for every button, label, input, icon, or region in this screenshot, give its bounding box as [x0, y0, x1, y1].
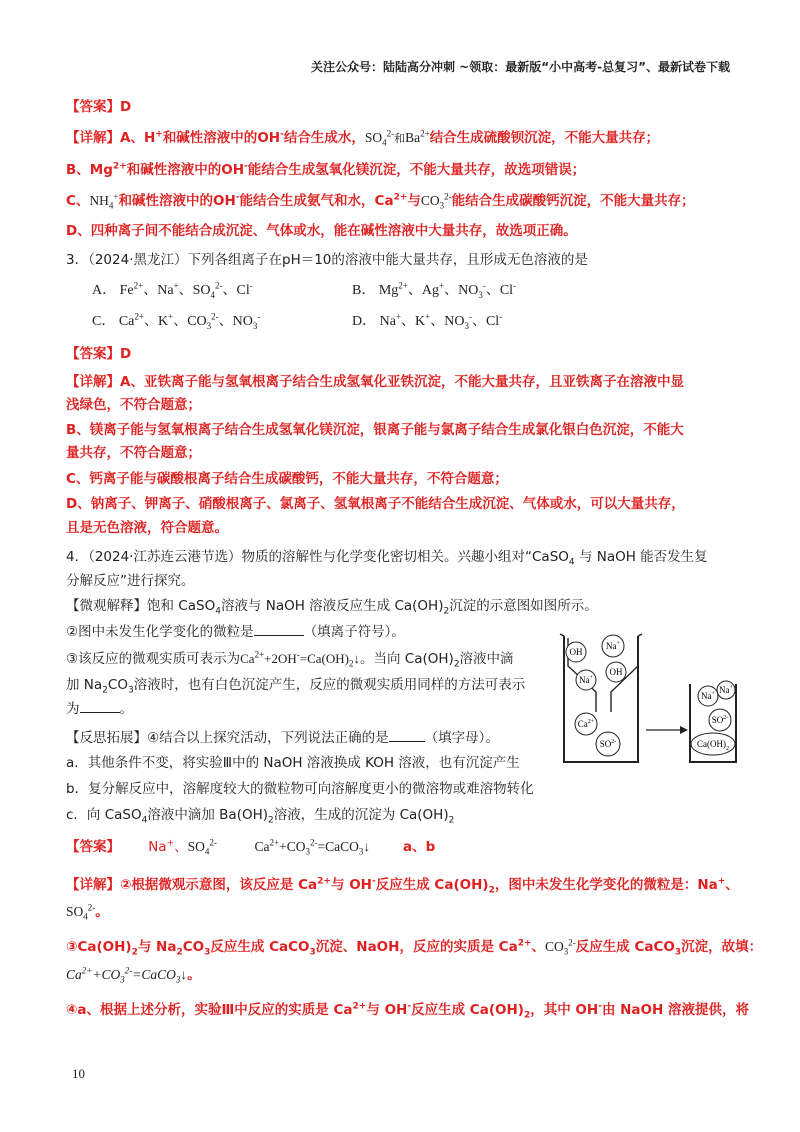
svg-text:SO2-: $SO^{2-}$ [599, 739, 617, 749]
page-number: 10 [72, 1066, 85, 1081]
q3-detail-a1: 【详解】A、亚铁离子能与氢氧根离子结合生成氢氧化亚铁沉淀，不能大量共存，且亚铁离子在溶液中显 [66, 374, 684, 390]
q4-answer: 【答案】 Na+、$SO_4^{2-}$ $Ca^{2+}+CO_3^{2-}=CaCO_3↓$ a、b [66, 837, 436, 857]
q4-sub3-line1: ③该反应的微观实质可表示为$Ca^{2+}+2OH^-=Ca(OH)_2↓$。当向 $Ca(OH)_2$溶液中滴 [66, 649, 514, 670]
q4-detail-5: ④a、根据上述分析，实验Ⅲ中反应的实质是 $Ca^{2+}$与 OH-反应生成 $Ca(OH)_2$，其中 OH-由 NaOH 溶液提供，将 [66, 1001, 750, 1021]
q3-detail-a2: 浅绿色，不符合题意； [66, 397, 201, 413]
reaction-diagram [556, 632, 738, 770]
q4-stem-2: 分解反应”进行探究。 [66, 573, 195, 589]
q4-reflect: 【反思拓展】④结合以上探究活动，下列说法正确的是 （填字母）。 [66, 730, 499, 746]
svg-text:SO2-: $SO^{2-}$ [711, 715, 729, 725]
svg-text:Na+: Na+ [606, 641, 620, 651]
q3-detail-d1: D、钠离子、钾离子、硝酸根离子、氯离子、氢氧根离子不能结合生成沉淀、气体或水，可以大量共存， [66, 496, 685, 512]
page-header: 关注公众号：陆陆高分冲刺 ~领取：最新版“小中高考-总复习”、最新试卷下载 [311, 60, 730, 74]
q4-detail-2: $SO_4^{2-}$。 [66, 902, 109, 922]
q4-detail-3: $③Ca(OH)_2$与 $Na_2CO_3$反应生成 CaCO$_3$沉淀、NaOH，反应的实质是 $Ca^{2+}$、$CO_3^{2-}$反应生成 CaCO$_3$沉淀，故填： [66, 937, 763, 958]
q4-sub3-line2: 加 $Na_2CO_3$溶液时，也有白色沉淀产生，反应的微观实质用同样的方法可表示 [66, 677, 526, 696]
svg-text:Na+: Na+ [719, 685, 733, 695]
q3-option-b: B． $Mg^{2+}$、Ag+、$NO_3^-$、Cl- [352, 280, 517, 300]
q4-sub3-line3: 为 。 [66, 701, 133, 717]
svg-text:Na+: Na+ [579, 675, 593, 685]
svg-text:Ca2+: $Ca^{2+}$ [577, 719, 595, 729]
q3-answer: 【答案】D [66, 346, 132, 362]
q3-option-d: D． Na+、K+、$NO_3^-$、Cl- [352, 311, 503, 331]
q4-option-a: a．其他条件不变，将实验Ⅲ中的 NaOH 溶液换成 KOH 溶液，也有沉淀产生 [66, 755, 520, 771]
q4-option-c: c．向 CaSO$_4$溶液中滴加 $Ba(OH)_2$溶液，生成的沉淀为 $Ca(OH)_2$ [66, 807, 455, 826]
q2-answer: 【答案】D [66, 99, 132, 115]
q4-sub2: ②图中未发生化学变化的微粒是 （填离子符号）。 [66, 624, 405, 640]
svg-text:OH: OH [609, 667, 623, 677]
q2-detail-c: C、$NH_4^+$和碱性溶液中的OH-能结合生成氨气和水，$Ca^{2+}$与$CO_3^{2-}$能结合生成碳酸钙沉淀，不能大量共存； [66, 191, 695, 211]
q4-stem-1: 4．（2024·江苏连云港节选）物质的溶解性与化学变化密切相关。兴趣小组对“CaSO$_4$ 与 NaOH 能否发生复 [66, 549, 708, 568]
q2-detail-d: D、四种离子间不能结合成沉淀、气体或水，能在碱性溶液中大量共存，故选项正确。 [66, 223, 577, 239]
svg-text:Na+: Na+ [701, 691, 715, 701]
q4-option-b: b．复分解反应中，溶解度较大的微粒物可向溶解度更小的微溶物或难溶物转化 [66, 781, 534, 797]
q4-detail-1: 【详解】②根据微观示意图，该反应是 $Ca^{2+}$与 OH-反应生成 $Ca(OH)_2$，图中未发生化学变化的微粒是：Na+、 [66, 876, 739, 896]
q3-detail-b1: B、镁离子能与氢氧根离子结合生成氢氧化镁沉淀，银离子能与氯离子结合生成氯化银白色沉淀，不能大 [66, 422, 684, 438]
svg-text:Ca(OH)2: $Ca(OH)_2$ [697, 739, 729, 752]
q2-detail-b: B、$Mg^{2+}$和碱性溶液中的OH-能结合生成氢氧化镁沉淀，不能大量共存，故选项错误； [66, 161, 586, 178]
q2-detail-a: 【详解】A、H+和碱性溶液中的OH-结合生成水，$SO_4^{2-}$和$Ba^{2+}$结合生成硫酸钡沉淀，不能大量共存； [66, 128, 660, 148]
q3-option-c: C． $Ca^{2+}$、K+、$CO_3^{2-}$、$NO_3^-$ [92, 311, 261, 331]
q3-stem: 3．（2024·黑龙江）下列各组离子在pH＝10的溶液中能大量共存，且形成无色溶液的是 [66, 252, 588, 268]
q3-option-a: A． $Fe^{2+}$、Na+、$SO_4^{2-}$、Cl- [92, 280, 253, 300]
q3-detail-d2: 且是无色溶液，符合题意。 [66, 520, 228, 536]
svg-text:OH: OH [569, 647, 583, 657]
q3-detail-b2: 量共存，不符合题意； [66, 445, 201, 461]
q3-detail-c: C、钙离子能与碳酸根离子结合生成碳酸钙，不能大量共存，不符合题意； [66, 471, 508, 487]
q4-micro: 【微观解释】饱和 CaSO$_4$溶液与 NaOH 溶液反应生成 $Ca(OH)_2$沉淀的示意图如图所示。 [66, 598, 598, 617]
q4-detail-4: $Ca^{2+}+CO_3^{2-}=CaCO_3↓$。 [66, 965, 201, 985]
